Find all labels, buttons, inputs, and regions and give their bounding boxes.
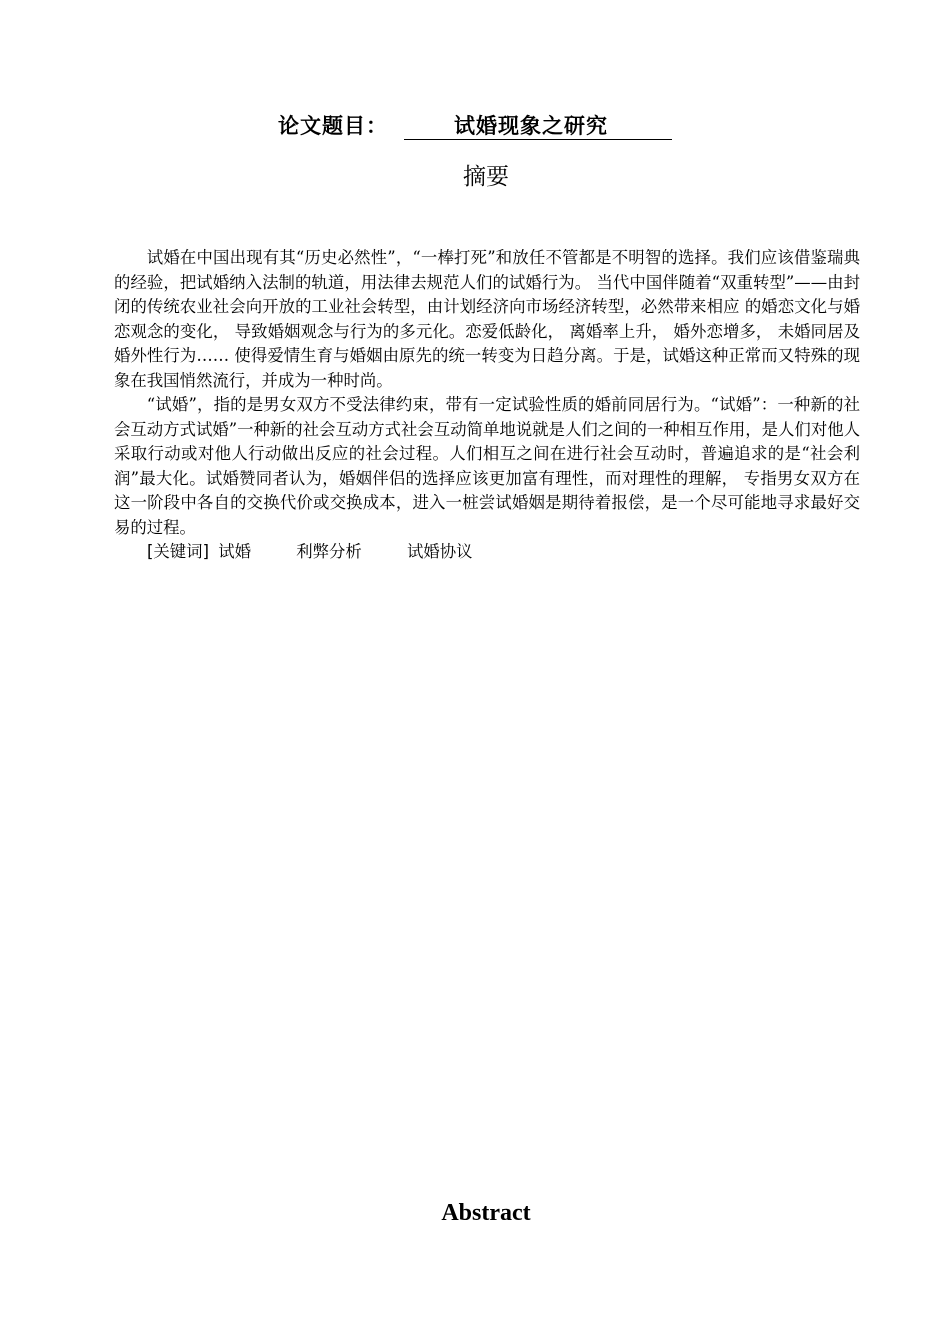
keywords-line — [114, 540, 860, 565]
abstract-paragraph-1: 试婚在中国出现有其“历史必然性”，“一棒打死”和放任不管都是不明智的选择。我们应该借鉴瑞典的经验，把试婚纳入法制的轨道，用法律去规范人们的试婚行为。 当代中国伴随着“双重转型”——由封闭的传统农业社会向开放的工业社会转型，由计划经济向市场经济转型，必然带来相应 的婚恋文化与婚恋观念的变化， 导致婚姻观念与行为的多元化。恋爱低龄化， 离婚率上升， 婚外恋增多， 未婚同居及婚外性行为…… 使得爱情生育与婚姻由原先的统一转变为日趋分离。于是，试婚这种正常而又特殊的现象在我国悄然流行，并成为一种时尚。 — [114, 248, 860, 390]
thesis-topic: 试婚现象之研究 — [404, 113, 672, 140]
thesis-title-label: 论文题目： — [278, 114, 388, 138]
abstract-heading: 摘要 — [463, 164, 509, 190]
keyword: 利弊分析 — [296, 542, 362, 561]
keywords-label: [关键词] — [147, 542, 209, 561]
abstract-body — [114, 246, 860, 565]
abstract-paragraph-2: “试婚”，指的是男女双方不受法律约束，带有一定试验性质的婚前同居行为。“试婚”：一种新的社会互动方式试婚”一种新的社会互动方式社会互动简单地说就是人们之间的一种相互作用，是人们对他人采取行动或对他人行动做出反应的社会过程。人们相互之间在进行社会互动时，普遍追求的是“社会利润”最大化。试婚赞同者认为，婚姻伴侣的选择应该更加富有理性，而对理性的理解， 专指男女双方在这一阶段中各自的交换代价或交换成本，进入一桩尝试婚姻是期待着报偿，是一个尽可能地寻求最好交易的过程。 — [114, 395, 860, 537]
english-abstract-heading: Abstract — [441, 1200, 531, 1226]
keyword: 试婚 — [218, 542, 251, 561]
keyword: 试婚协议 — [406, 542, 473, 561]
thesis-title — [0, 110, 950, 140]
